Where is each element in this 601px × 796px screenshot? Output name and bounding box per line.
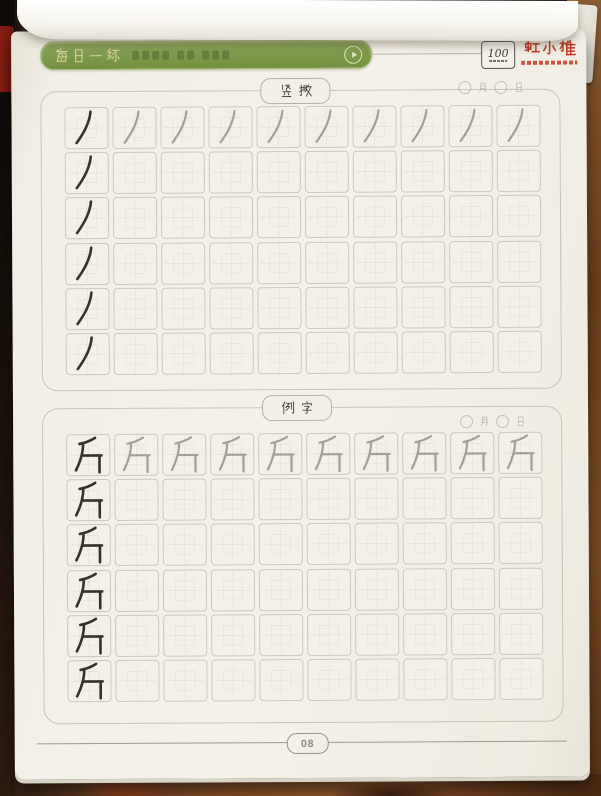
practice-cell — [451, 568, 495, 610]
practice-cell — [403, 613, 447, 655]
practice-cell — [115, 614, 159, 656]
month-label — [477, 82, 488, 93]
practice-cell — [499, 567, 543, 609]
practice-cell — [402, 432, 446, 474]
wood-stain — [330, 782, 450, 796]
day-label — [515, 416, 526, 427]
char-yi — [88, 48, 103, 63]
date-blank-circle — [458, 81, 471, 94]
practice-cell — [450, 477, 494, 519]
header-title-text — [41, 55, 42, 56]
practice-cell — [499, 522, 543, 564]
char-pie — [298, 84, 312, 98]
practice-cell — [66, 434, 110, 476]
score-100-badge — [481, 41, 515, 69]
practice-cell — [353, 286, 397, 328]
practice-cell — [112, 107, 156, 149]
practice-cell — [161, 287, 205, 329]
practice-cell — [163, 569, 207, 611]
practice-cell — [115, 660, 159, 702]
practice-cell — [66, 333, 110, 375]
char-ya — [559, 40, 576, 57]
practice-cell — [257, 242, 301, 284]
practice-cell — [403, 658, 447, 700]
practice-cell — [259, 523, 303, 565]
practice-cell — [163, 614, 207, 656]
practice-cell — [113, 242, 157, 284]
header-subtitle-faint — [132, 50, 229, 60]
practice-cell — [161, 242, 205, 284]
practice-cell — [209, 151, 253, 193]
practice-cell — [498, 477, 542, 519]
practice-cell — [65, 243, 109, 285]
date-stamp — [460, 415, 526, 428]
practice-cell — [497, 195, 541, 237]
practice-cell — [258, 433, 302, 475]
practice-cell — [307, 568, 351, 610]
practice-cell — [450, 432, 494, 474]
practice-cell — [498, 331, 542, 373]
char-ri — [71, 48, 86, 63]
practice-grid-lizi — [66, 432, 543, 702]
practice-cell — [499, 612, 543, 654]
practice-cell — [305, 286, 349, 328]
date-blank-circle — [496, 415, 509, 428]
circle-arrow-icon — [344, 46, 362, 64]
score-100-text: 100 — [487, 46, 509, 61]
date-stamp — [458, 81, 524, 94]
practice-cell — [305, 241, 349, 283]
brand-logo — [481, 39, 581, 74]
practice-cell — [304, 106, 348, 148]
page-title — [54, 48, 122, 63]
practice-cell — [209, 287, 253, 329]
practice-cell — [497, 240, 541, 282]
char-mei — [54, 48, 69, 63]
month-label — [479, 416, 490, 427]
practice-cell — [257, 151, 301, 193]
date-blank-circle — [460, 415, 473, 428]
practice-cell — [355, 568, 399, 610]
practice-cell — [161, 152, 205, 194]
practice-cell — [163, 524, 207, 566]
practice-cell — [401, 196, 445, 238]
practice-cell — [115, 569, 159, 611]
practice-cell — [256, 106, 300, 148]
practice-cell — [449, 150, 493, 192]
practice-cell — [354, 331, 398, 373]
practice-cell — [65, 197, 109, 239]
practice-cell — [498, 432, 542, 474]
practice-cell — [259, 659, 303, 701]
practice-cell — [305, 151, 349, 193]
section-label-lizi — [262, 395, 332, 421]
practice-cell — [450, 331, 494, 373]
header-bar — [40, 40, 372, 71]
practice-cell — [211, 524, 255, 566]
practice-cell — [403, 568, 447, 610]
practice-cell — [211, 569, 255, 611]
practice-cell — [65, 288, 109, 330]
practice-cell — [67, 660, 111, 702]
practice-cell — [353, 151, 397, 193]
practice-cell — [354, 478, 398, 520]
practice-cell — [355, 658, 399, 700]
practice-cell — [257, 196, 301, 238]
practice-cell — [352, 105, 396, 147]
score-squiggle — [489, 60, 507, 62]
practice-cell — [160, 106, 204, 148]
practice-cell — [67, 615, 111, 657]
practice-cell — [402, 477, 446, 519]
practice-cell — [67, 570, 111, 612]
practice-cell — [449, 241, 493, 283]
practice-cell — [403, 523, 447, 565]
practice-cell — [449, 195, 493, 237]
char-shu — [279, 84, 293, 98]
practice-cell — [497, 285, 541, 327]
practice-cell — [307, 613, 351, 655]
practice-cell — [114, 333, 158, 375]
practice-cell — [163, 659, 207, 701]
practice-cell — [258, 332, 302, 374]
char-hong — [523, 40, 540, 57]
practice-cell — [64, 107, 108, 149]
practice-cell — [210, 332, 254, 374]
char-li — [280, 401, 294, 415]
practice-cell — [499, 658, 543, 700]
practice-cell — [162, 332, 206, 374]
practice-cell — [400, 105, 444, 147]
practice-cell — [497, 150, 541, 192]
practice-cell — [259, 614, 303, 656]
section-label-shupie — [260, 78, 330, 104]
practice-cell — [451, 522, 495, 564]
header-rule — [370, 53, 481, 55]
practice-cell — [449, 286, 493, 328]
page-number-badge — [287, 733, 329, 754]
practice-cell — [448, 105, 492, 147]
brand-tagline-faint — [521, 61, 577, 65]
practice-cell — [113, 197, 157, 239]
practice-cell — [258, 478, 302, 520]
practice-cell — [211, 614, 255, 656]
practice-grid-shupie — [64, 105, 541, 375]
practice-cell — [307, 523, 351, 565]
practice-cell — [208, 106, 252, 148]
wood-stain — [80, 778, 170, 796]
practice-cell — [257, 287, 301, 329]
char-xiao — [541, 40, 558, 57]
practice-cell — [210, 478, 254, 520]
day-label — [513, 82, 524, 93]
practice-cell — [65, 152, 109, 194]
practice-cell — [210, 433, 254, 475]
practice-cell — [66, 479, 110, 521]
page-number: 08 — [300, 737, 315, 750]
practice-cell — [305, 196, 349, 238]
practice-cell — [211, 659, 255, 701]
char-lian — [105, 48, 120, 63]
practice-cell — [402, 331, 446, 373]
brand-name — [523, 40, 577, 73]
curled-previous-page — [17, 0, 578, 41]
practice-cell — [496, 105, 540, 147]
practice-cell — [401, 286, 445, 328]
practice-cell — [162, 433, 206, 475]
practice-cell — [114, 434, 158, 476]
practice-cell — [354, 432, 398, 474]
practice-cell — [259, 569, 303, 611]
practice-cell — [355, 613, 399, 655]
practice-cell — [353, 196, 397, 238]
practice-cell — [355, 523, 399, 565]
practice-cell — [306, 332, 350, 374]
practice-cell — [113, 287, 157, 329]
practice-cell — [114, 479, 158, 521]
workbook-page — [11, 28, 590, 779]
char-zi — [299, 401, 313, 415]
practice-cell — [306, 433, 350, 475]
practice-cell — [162, 479, 206, 521]
practice-cell — [401, 241, 445, 283]
practice-cell — [67, 524, 111, 566]
practice-cell — [209, 197, 253, 239]
practice-cell — [307, 659, 351, 701]
practice-cell — [209, 242, 253, 284]
practice-cell — [161, 197, 205, 239]
practice-cell — [353, 241, 397, 283]
practice-cell — [451, 658, 495, 700]
practice-cell — [115, 524, 159, 566]
practice-cell — [401, 150, 445, 192]
date-blank-circle — [494, 81, 507, 94]
practice-cell — [451, 613, 495, 655]
practice-cell — [306, 478, 350, 520]
practice-cell — [113, 152, 157, 194]
